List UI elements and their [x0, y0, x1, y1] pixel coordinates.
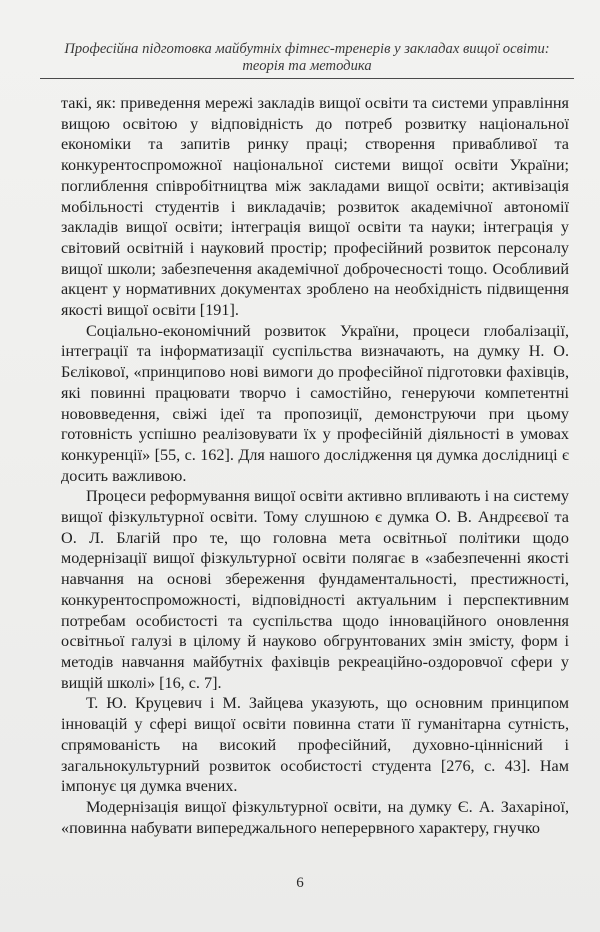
body-text	[61, 93, 569, 838]
paragraph-2: Соціально-економічний розвиток України, процеси глобалізації, інтеграції та інформатизації суспільства визначають, на думку Н. О. Бєлікової, «принципово нові вимоги до професійної підготовки фахівців, які повинні працювати творчо і самостійно, генеруючи компетентні нововведення, свіжі ідеї та пропозиції, демонструючи при цьому готовність успішно реалізовувати їх у професійній діяльності в умовах конкуренції» [55, с. 162]. Для нашого дослідження ця думка дослідниці є досить важливою.	[61, 321, 569, 485]
paragraph-3: Процеси реформування вищої освіти активно впливають і на систему вищої фізкультурної освіти. Тому слушною є думка О. В. Андрєєвої та О. Л. Благій про те, що головна мета освітньої політики щодо модернізації вищої фізкультурної освіти полягає в «забезпеченні якості навчання на основі збереження фундаментальності, престижності, конкурентоспроможності, відповідності актуальним і перспективним потребам особистості та суспільства щодо інноваційного оновлення освітньої галузі в цілому й науково обгрунтованих змін змісту, форм і методів навчання майбутніх фахівців рекреаційно-оздоровчої сфери у вищій школі» [16, с. 7].	[61, 487, 569, 692]
running-header	[40, 41, 574, 75]
page-number: 6	[296, 875, 304, 891]
paragraph-1: такі, як: приведення мережі закладів вищої освіти та системи управління вищою освітою у відповідність до потреб розвитку національної економіки та запитів ринку праці; створення привабливої та конкурентоспроможної національної системи вищої освіти України; поглиблення співробітництва між закладами вищої освіти; активізація мобільності студентів і викладачів; розвиток академічної автономії закладів вищої освіти; інтеграція вищої освіти та науки; інтеграція у світовий освітній і науковий простір; професійний розвиток персоналу вищої школи; забезпечення академічної доброчесності тощо. Особливий акцент у нормативних документах зроблено на необхідність підвищення якості вищої освіти [191].	[61, 94, 569, 320]
paragraph-5: Модернізація вищої фізкультурної освіти, на думку Є. А. Захаріної, «повинна набувати випереджального неперервного характеру, гнучко	[61, 797, 569, 837]
header-rule	[40, 78, 574, 79]
paragraph-4: Т. Ю. Круцевич і М. Зайцева указують, що основним принципом інновацій у сфері вищої освіти повинна стати її гуманітарна сутність, спрямованість на високий професійний, духовно-ціннісний і загальнокультурний розвиток особистості студента [276, с. 43]. Нам імпонує ця думка вчених.	[61, 694, 569, 796]
running-header-line-1: Професійна підготовка майбутніх фітнес-тренерів у закладах вищої освіти:	[64, 41, 550, 57]
running-header-line-2: теорія та методика	[242, 58, 372, 74]
